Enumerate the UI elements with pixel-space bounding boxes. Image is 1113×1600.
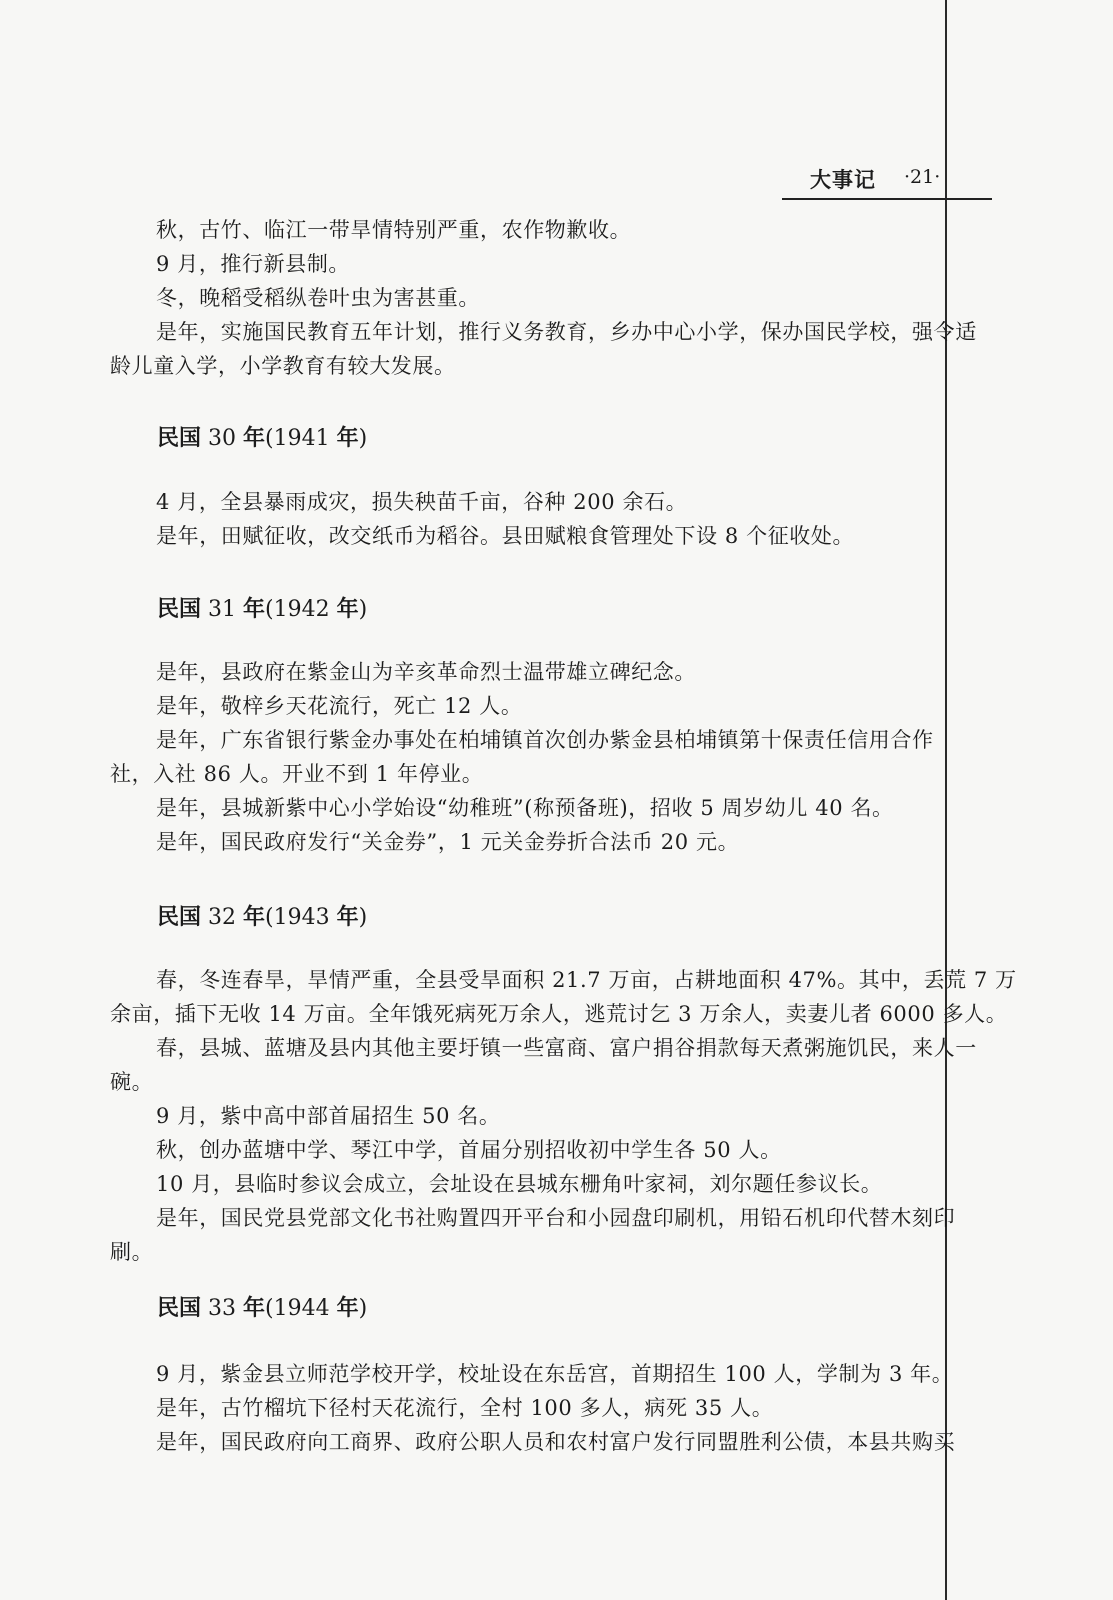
paragraph-line: 是年，田赋征收，改交纸币为稻谷。县田赋粮食管理处下设 8 个征收处。	[156, 524, 855, 548]
paragraph-line: 是年，国民党县党部文化书社购置四开平台和小园盘印刷机，用铅石机印代替木刻印	[156, 1206, 956, 1230]
year-heading: 民国 30 年(1941 年)	[157, 426, 368, 451]
paragraph-line: 社，入社 86 人。开业不到 1 年停业。	[110, 762, 484, 786]
paragraph-line: 是年，广东省银行紫金办事处在柏埔镇首次创办紫金县柏埔镇第十保责任信用合作	[156, 728, 934, 752]
paragraph-line: 是年，县政府在紫金山为辛亥革命烈士温带雄立碑纪念。	[156, 660, 696, 684]
paragraph-line: 春，县城、蓝塘及县内其他主要圩镇一些富商、富户捐谷捐款每天煮粥施饥民，来人一	[156, 1036, 977, 1060]
paragraph-line: 是年，县城新紫中心小学始设“幼稚班”(称预备班)，招收 5 周岁幼儿 40 名。	[156, 796, 894, 820]
paragraph-line: 龄儿童入学，小学教育有较大发展。	[110, 354, 456, 378]
paragraph-line: 冬，晚稻受稻纵卷叶虫为害甚重。	[156, 286, 480, 310]
paragraph-line: 秋，古竹、临江一带旱情特别严重，农作物歉收。	[156, 218, 632, 242]
paragraph-line: 9 月，推行新县制。	[156, 252, 351, 276]
paragraph-line: 是年，国民政府向工商界、政府公职人员和农村富户发行同盟胜利公债，本县共购买	[156, 1430, 956, 1454]
paragraph-line: 春，冬连春旱，旱情严重，全县受旱面积 21.7 万亩，占耕地面积 47%。其中，丢荒 7 万	[156, 968, 1017, 992]
paragraph-line: 是年，国民政府发行“关金券”，1 元关金券折合法币 20 元。	[156, 830, 740, 854]
paragraph-line: 是年，实施国民教育五年计划，推行义务教育，乡办中心小学，保办国民学校，强令适	[156, 320, 977, 344]
paragraph-line: 碗。	[110, 1070, 154, 1094]
paragraph-line: 9 月，紫金县立师范学校开学，校址设在东岳宫，首期招生 100 人，学制为 3 年。	[156, 1362, 954, 1386]
paragraph-line: 刷。	[110, 1240, 154, 1264]
paragraph-line: 10 月，县临时参议会成立，会址设在县城东栅角叶家祠，刘尔题任参议长。	[156, 1172, 883, 1196]
running-header	[782, 160, 992, 200]
year-heading: 民国 31 年(1942 年)	[157, 597, 368, 622]
page-number: ·21·	[904, 166, 941, 188]
binding-margin-line	[945, 0, 947, 1600]
paragraph-line: 秋，创办蓝塘中学、琴江中学，首届分别招收初中学生各 50 人。	[156, 1138, 782, 1162]
paragraph-line: 9 月，紫中高中部首届招生 50 名。	[156, 1104, 501, 1128]
paragraph-line: 余亩，插下无收 14 万亩。全年饿死病死万余人，逃荒讨乞 3 万余人，卖妻儿者 6000 多人。	[110, 1002, 1008, 1026]
paragraph-line: 是年，古竹榴坑下径村天花流行，全村 100 多人，病死 35 人。	[156, 1396, 774, 1420]
paragraph-line: 是年，敬梓乡天花流行，死亡 12 人。	[156, 694, 523, 718]
year-heading: 民国 33 年(1944 年)	[157, 1296, 368, 1321]
header-title: 大事记	[810, 168, 876, 192]
header-rule	[782, 198, 992, 200]
year-heading: 民国 32 年(1943 年)	[157, 905, 368, 930]
paragraph-line: 4 月，全县暴雨成灾，损失秧苗千亩，谷种 200 余石。	[156, 490, 688, 514]
